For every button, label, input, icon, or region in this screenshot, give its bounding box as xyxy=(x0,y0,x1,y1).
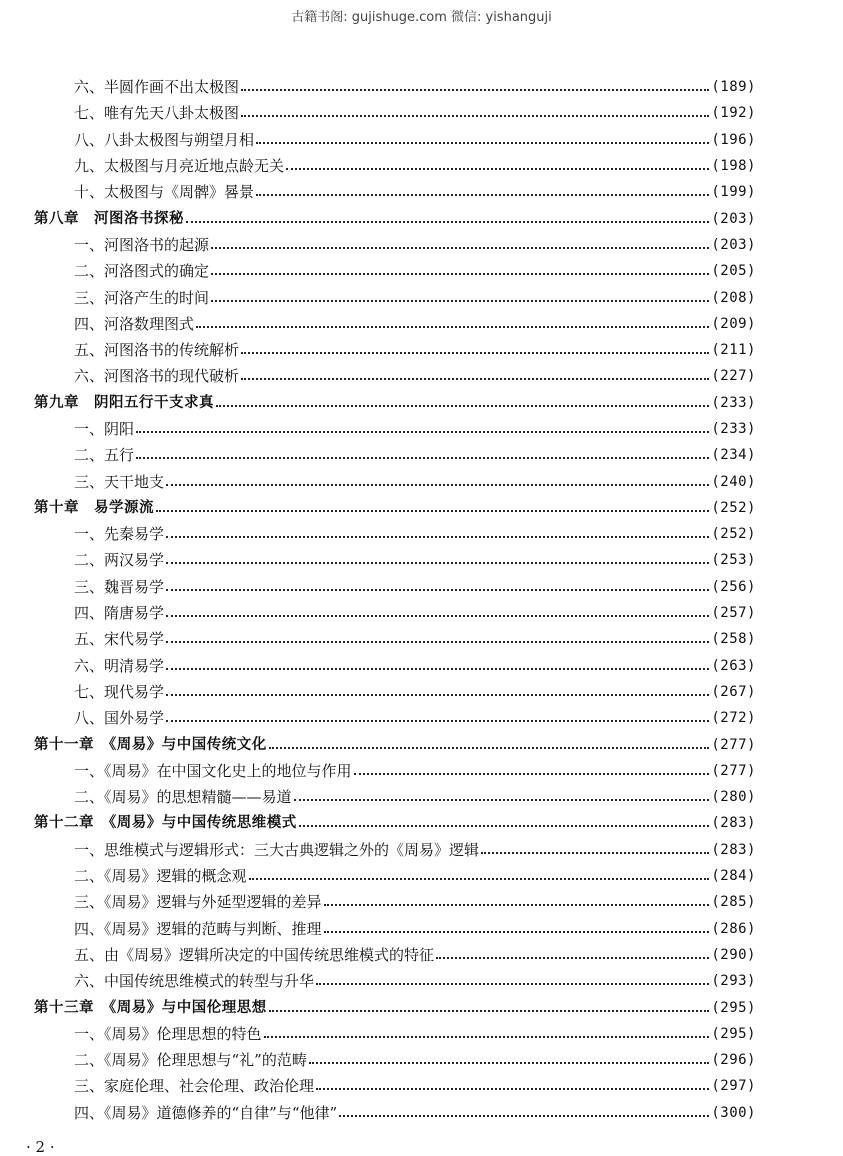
toc-section-row xyxy=(34,574,756,600)
dot-leader xyxy=(264,1036,710,1038)
toc-section-row xyxy=(34,916,756,942)
toc-entry-page: (295) xyxy=(711,999,756,1016)
toc-entry-page: (256) xyxy=(711,578,756,595)
toc-section-row xyxy=(34,784,756,810)
toc-section-row xyxy=(34,758,756,784)
toc-entry-page: (283) xyxy=(711,841,756,858)
toc-entry-title: 三、天干地支 xyxy=(74,472,165,491)
dot-leader xyxy=(269,1010,710,1012)
toc-entry-page: (277) xyxy=(711,736,756,753)
toc-entry-title: 二、五行 xyxy=(74,446,135,465)
toc-entry-title: 一、《周易》伦理思想的特色 xyxy=(74,1024,262,1043)
toc-entry-title: 第十章 易学源流 xyxy=(34,499,154,516)
toc-entry-title: 八、国外易学 xyxy=(74,709,165,728)
toc-entry-page: (196) xyxy=(711,131,756,148)
toc-section-row xyxy=(34,1073,756,1099)
toc-entry-title: 二、《周易》伦理思想与“礼”的范畴 xyxy=(74,1051,307,1070)
toc-entry-page: (199) xyxy=(711,184,756,201)
toc-section-row xyxy=(34,179,756,205)
toc-entry-title: 三、家庭伦理、社会伦理、政治伦理 xyxy=(74,1077,315,1096)
toc-section-row xyxy=(34,1047,756,1073)
table-of-contents xyxy=(34,74,756,1126)
toc-entry-page: (189) xyxy=(711,79,756,96)
toc-entry-title: 一、思维模式与逻辑形式：三大古典逻辑之外的《周易》逻辑 xyxy=(74,840,480,859)
toc-entry-page: (285) xyxy=(711,894,756,911)
toc-entry-title: 六、半圆作画不出太极图 xyxy=(74,78,240,97)
toc-entry-title: 二、两汉易学 xyxy=(74,551,165,570)
toc-entry-title: 二、《周易》的思想精髓——易道 xyxy=(74,788,292,807)
dot-leader xyxy=(136,431,709,433)
dot-leader xyxy=(324,931,710,933)
toc-entry-title: 三、河洛产生的时间 xyxy=(74,288,210,307)
toc-entry-page: (263) xyxy=(711,657,756,674)
toc-section-row xyxy=(34,1021,756,1047)
toc-entry-title: 一、《周易》在中国文化史上的地位与作用 xyxy=(74,761,352,780)
toc-entry-page: (300) xyxy=(711,1104,756,1121)
dot-leader xyxy=(136,457,709,459)
dot-leader xyxy=(216,405,709,407)
toc-chapter-row xyxy=(34,810,756,836)
dot-leader xyxy=(309,1062,710,1064)
watermark-text: 古籍书阁: gujishuge.com 微信: yishanguji xyxy=(291,10,552,25)
toc-section-row xyxy=(34,442,756,468)
toc-entry-title: 九、太极图与月亮近地点龄无关 xyxy=(74,157,285,176)
toc-entry-page: (205) xyxy=(711,263,756,280)
toc-entry-page: (203) xyxy=(711,210,756,227)
toc-entry-title: 六、河图洛书的现代破析 xyxy=(74,367,240,386)
toc-section-row xyxy=(34,311,756,337)
dot-leader xyxy=(299,825,710,827)
toc-entry-page: (203) xyxy=(711,236,756,253)
dot-leader xyxy=(324,904,710,906)
toc-entry-title: 五、由《周易》逻辑所决定的中国传统思维模式的特征 xyxy=(74,945,435,964)
toc-entry-page: (290) xyxy=(711,946,756,963)
toc-entry-page: (257) xyxy=(711,605,756,622)
toc-section-row xyxy=(34,100,756,126)
dot-leader xyxy=(211,300,709,302)
toc-entry-title: 第十一章 《周易》与中国传统文化 xyxy=(34,736,267,753)
toc-entry-page: (233) xyxy=(711,421,756,437)
dot-leader xyxy=(249,878,710,880)
toc-entry-title: 一、先秦易学 xyxy=(74,525,165,544)
toc-entry-page: (233) xyxy=(711,394,756,411)
toc-section-row xyxy=(34,837,756,863)
toc-entry-page: (253) xyxy=(711,552,756,569)
toc-entry-title: 四、河洛数理图式 xyxy=(74,314,195,333)
dot-leader xyxy=(156,510,709,512)
toc-entry-page: (297) xyxy=(711,1078,756,1095)
toc-section-row xyxy=(34,889,756,915)
toc-chapter-row xyxy=(34,205,756,231)
dot-leader xyxy=(211,247,709,249)
dot-leader xyxy=(294,799,710,801)
dot-leader xyxy=(436,957,709,959)
toc-entry-page: (295) xyxy=(711,1025,756,1042)
toc-section-row xyxy=(34,74,756,100)
toc-section-row xyxy=(34,521,756,547)
dot-leader xyxy=(286,168,709,170)
toc-entry-title: 八、八卦太极图与朔望月相 xyxy=(74,130,255,149)
toc-section-row xyxy=(34,416,756,442)
toc-section-row xyxy=(34,258,756,284)
toc-section-row xyxy=(34,863,756,889)
toc-entry-title: 四、隋唐易学 xyxy=(74,604,165,623)
toc-entry-page: (277) xyxy=(711,762,756,779)
toc-entry-title: 六、中国传统思维模式的转型与升华 xyxy=(74,972,315,991)
toc-entry-page: (240) xyxy=(711,473,756,490)
toc-chapter-row xyxy=(34,994,756,1020)
toc-entry-title: 第八章 河图洛书探秘 xyxy=(34,210,184,227)
toc-section-row xyxy=(34,679,756,705)
dot-leader xyxy=(166,668,709,670)
dot-leader xyxy=(241,89,709,91)
toc-section-row xyxy=(34,705,756,731)
toc-entry-title: 六、明清易学 xyxy=(74,656,165,675)
toc-entry-title: 十、太极图与《周髀》晷景 xyxy=(74,183,255,202)
toc-section-row xyxy=(34,600,756,626)
toc-entry-page: (252) xyxy=(711,526,756,543)
dot-leader xyxy=(241,352,709,354)
toc-section-row xyxy=(34,232,756,258)
toc-entry-title: 四、《周易》道德修养的“自律”与“他律” xyxy=(74,1103,338,1122)
dot-leader xyxy=(316,983,709,985)
dot-leader xyxy=(269,747,710,749)
toc-entry-title: 七、现代易学 xyxy=(74,682,165,701)
toc-entry-page: (258) xyxy=(711,631,756,648)
toc-section-row xyxy=(34,626,756,652)
toc-section-row xyxy=(34,337,756,363)
dot-leader xyxy=(211,273,709,275)
toc-entry-page: (211) xyxy=(711,342,756,359)
toc-entry-title: 二、《周易》逻辑的概念观 xyxy=(74,867,247,886)
toc-entry-page: (280) xyxy=(711,789,756,806)
toc-entry-page: (227) xyxy=(711,368,756,385)
toc-section-row xyxy=(34,653,756,679)
dot-leader xyxy=(354,773,710,775)
dot-leader xyxy=(196,326,709,328)
toc-entry-page: (198) xyxy=(711,158,756,175)
toc-entry-title: 五、宋代易学 xyxy=(74,630,165,649)
toc-entry-page: (267) xyxy=(711,683,756,700)
toc-section-row xyxy=(34,127,756,153)
toc-entry-page: (192) xyxy=(711,105,756,122)
toc-entry-page: (234) xyxy=(711,447,756,464)
toc-chapter-row xyxy=(34,495,756,521)
dot-leader xyxy=(166,641,709,643)
dot-leader xyxy=(166,615,709,617)
dot-leader xyxy=(241,115,709,117)
toc-entry-title: 一、河图洛书的起源 xyxy=(74,235,210,254)
toc-section-row xyxy=(34,942,756,968)
dot-leader xyxy=(166,720,709,722)
toc-entry-title: 五、河图洛书的传统解析 xyxy=(74,341,240,360)
page-number: · 2 · xyxy=(26,1138,55,1156)
toc-entry-page: (293) xyxy=(711,973,756,990)
dot-leader xyxy=(316,1088,709,1090)
toc-chapter-row xyxy=(34,731,756,757)
dot-leader xyxy=(256,194,709,196)
toc-section-row xyxy=(34,363,756,389)
toc-entry-page: (283) xyxy=(711,815,756,832)
toc-entry-title: 七、唯有先天八卦太极图 xyxy=(74,104,240,123)
toc-entry-page: (284) xyxy=(711,868,756,885)
dot-leader xyxy=(166,562,709,564)
toc-section-row xyxy=(34,153,756,179)
toc-entry-title: 四、《周易》逻辑的范畴与判断、推理 xyxy=(74,919,322,938)
dot-leader xyxy=(481,852,709,854)
toc-section-row xyxy=(34,968,756,994)
toc-entry-page: (252) xyxy=(711,499,756,516)
toc-entry-page: (286) xyxy=(711,920,756,937)
toc-entry-title: 二、河洛图式的确定 xyxy=(74,262,210,281)
toc-entry-page: (208) xyxy=(711,289,756,306)
toc-chapter-row xyxy=(34,390,756,416)
dot-leader xyxy=(166,484,709,486)
toc-entry-page: (272) xyxy=(711,710,756,727)
toc-entry-title: 三、《周易》逻辑与外延型逻辑的差异 xyxy=(74,893,322,912)
toc-entry-title: 三、魏晋易学 xyxy=(74,577,165,596)
toc-entry-page: (296) xyxy=(711,1052,756,1069)
toc-entry-title: 第九章 阴阳五行干支求真 xyxy=(34,394,214,411)
toc-section-row xyxy=(34,284,756,310)
toc-section-row xyxy=(34,1100,756,1126)
dot-leader xyxy=(166,694,709,696)
dot-leader xyxy=(339,1115,709,1117)
dot-leader xyxy=(241,378,709,380)
toc-entry-title: 第十二章 《周易》与中国传统思维模式 xyxy=(34,815,297,832)
dot-leader xyxy=(166,589,709,591)
toc-section-row xyxy=(34,547,756,573)
toc-section-row xyxy=(34,468,756,494)
toc-entry-title: 第十三章 《周易》与中国伦理思想 xyxy=(34,999,267,1016)
dot-leader xyxy=(186,221,709,223)
toc-entry-page: (209) xyxy=(711,315,756,332)
dot-leader xyxy=(166,536,709,538)
toc-entry-title: 一、阴阳 xyxy=(74,420,135,438)
dot-leader xyxy=(256,142,709,144)
